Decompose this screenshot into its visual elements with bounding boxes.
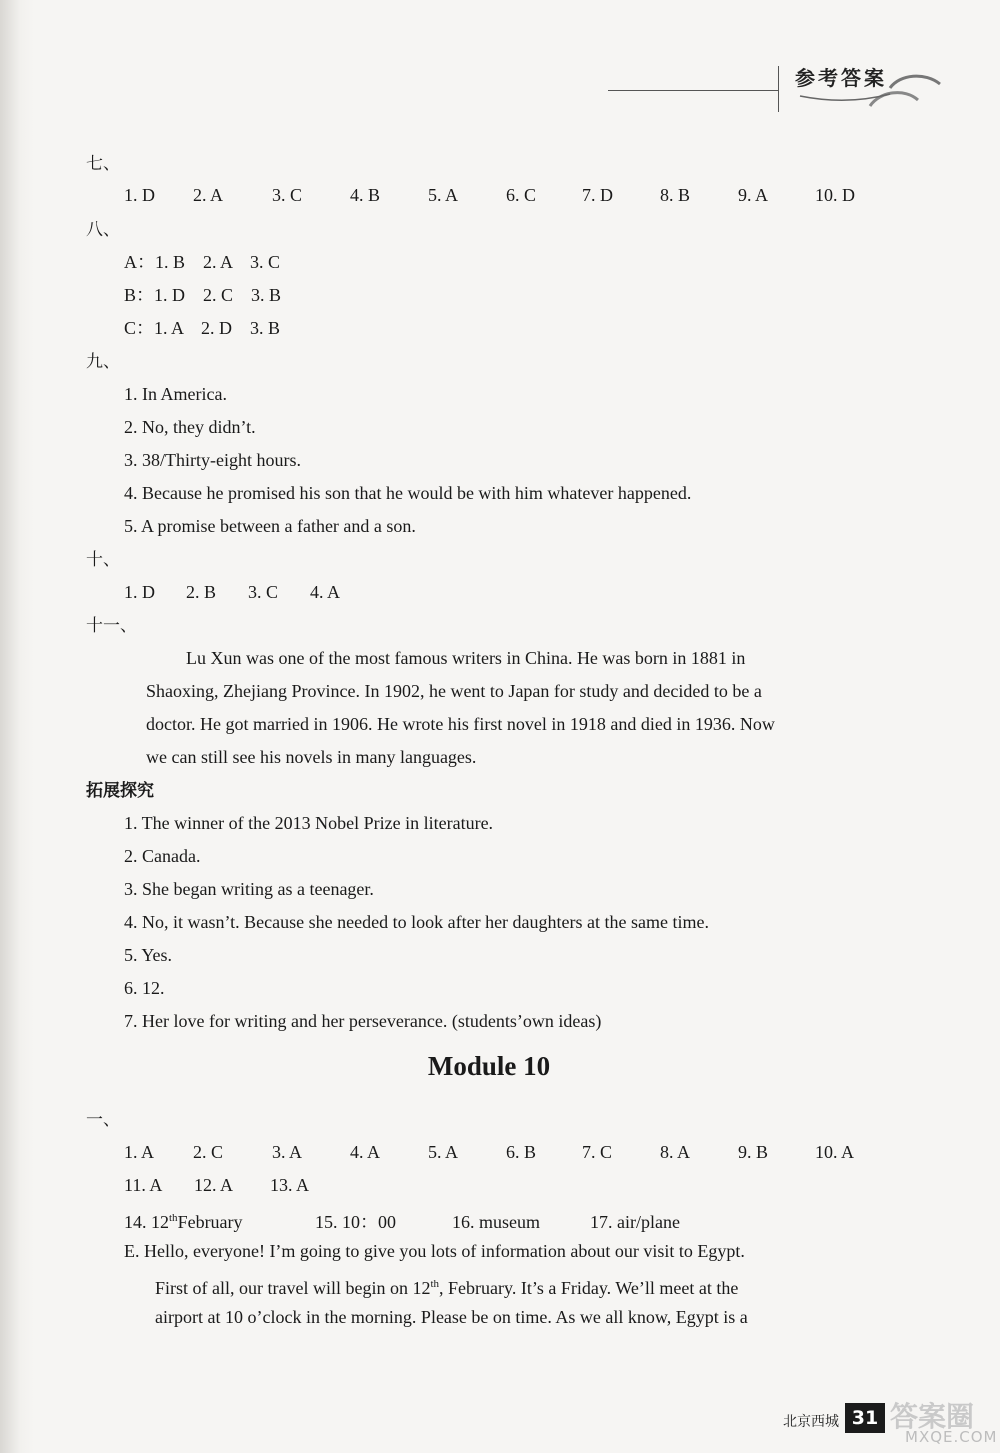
answer: 4. A	[350, 1142, 381, 1162]
explore-line: 2. Canada.	[124, 846, 201, 866]
answer: 5. A	[428, 185, 459, 205]
answer: 3. C	[272, 185, 303, 205]
section-9-line: 4. Because he promised his son that he would be with him whatever happened.	[124, 483, 692, 503]
header-title: 参考答案	[795, 66, 887, 90]
module-e-line: airport at 10 o’clock in the morning. Please be on time. As we all know, Egypt is a	[155, 1307, 748, 1327]
section-8-part-a: A：1. B 2. A 3. C	[124, 252, 281, 272]
answer: 9. A	[738, 185, 769, 205]
answer: 4. A	[310, 582, 341, 602]
header-rule	[608, 90, 778, 91]
answer: 10. A	[815, 1142, 855, 1162]
explore-line: 4. No, it wasn’t. Because she needed to look after her daughters at the same time.	[124, 912, 709, 932]
explore-line: 6. 12.	[124, 978, 165, 998]
answer: 1. D	[124, 582, 155, 602]
explore-section-label: 拓展探究	[86, 781, 154, 801]
section-9-line: 3. 38/Thirty-eight hours.	[124, 450, 301, 470]
section-8-label: 八、	[86, 220, 120, 240]
page-edge	[0, 0, 34, 1453]
module-title: Module 10	[427, 1051, 551, 1081]
answer: 13. A	[270, 1175, 310, 1195]
explore-line: 7. Her love for writing and her perseverance. (students’own ideas)	[124, 1011, 602, 1031]
answer: 1. D	[124, 185, 155, 205]
answer: 5. A	[428, 1142, 459, 1162]
answer: 8. B	[660, 185, 691, 205]
module-section-1-label: 一、	[86, 1110, 120, 1130]
section-10-label: 十、	[86, 550, 120, 570]
section-11-paragraph-line: Shaoxing, Zhejiang Province. In 1902, he went to Japan for study and decided to be a	[146, 681, 762, 701]
footer-text: 北京西城	[783, 1414, 839, 1430]
section-11-label: 十一、	[86, 616, 137, 636]
page-number: 31	[845, 1403, 885, 1433]
section-9-label: 九、	[86, 352, 120, 372]
section-8-part-b: B：1. D 2. C 3. B	[124, 285, 282, 305]
answer: 6. B	[506, 1142, 537, 1162]
section-7-label: 七、	[86, 154, 120, 174]
module-answers-row-1	[124, 1140, 854, 1164]
answer: 2. C	[193, 1142, 224, 1162]
module-e-line: First of all, our travel will begin on 12th, February. It’s a Friday. We’ll meet at the	[155, 1278, 739, 1298]
answer: 8. A	[660, 1142, 691, 1162]
watermark-url: MXQE.COM	[905, 1428, 998, 1446]
answer: 3. A	[272, 1142, 303, 1162]
section-11-paragraph-line: Lu Xun was one of the most famous writers in China. He was born in 1881 in	[186, 648, 746, 668]
section-9-line: 5. A promise between a father and a son.	[124, 516, 416, 536]
section-9-line: 1. In America.	[124, 384, 227, 404]
section-11-paragraph-line: we can still see his novels in many languages.	[146, 747, 477, 767]
answer: 7. D	[582, 185, 613, 205]
answer: 1. A	[124, 1142, 155, 1162]
answer: 7. C	[582, 1142, 613, 1162]
section-9-line: 2. No, they didn’t.	[124, 417, 256, 437]
answer-15: 15. 10：00	[315, 1212, 396, 1232]
answer: 2. A	[193, 185, 224, 205]
section-7-answers	[124, 183, 855, 207]
module-e-line: E. Hello, everyone! I’m going to give you lots of information about our visit to Egypt.	[124, 1241, 745, 1261]
answer: 3. C	[248, 582, 279, 602]
answer: 4. B	[350, 185, 381, 205]
answer: 2. B	[186, 582, 217, 602]
answer: 6. C	[506, 185, 537, 205]
explore-line: 1. The winner of the 2013 Nobel Prize in literature.	[124, 813, 494, 833]
section-11-paragraph-line: doctor. He got married in 1906. He wrote his first novel in 1918 and died in 1936. Now	[146, 714, 775, 734]
answer-16: 16. museum	[452, 1212, 540, 1232]
section-8-part-c: C：1. A 2. D 3. B	[124, 318, 281, 338]
module-answers-row-3	[124, 1206, 680, 1234]
section-10-answers	[124, 580, 340, 604]
module-answers-row-2	[124, 1173, 309, 1197]
answer: 11. A	[124, 1175, 163, 1195]
watermark-logo: 答案圈	[890, 1400, 975, 1433]
answer: 10. D	[815, 185, 855, 205]
explore-line: 3. She began writing as a teenager.	[124, 879, 374, 899]
answer-17: 17. air/plane	[590, 1212, 680, 1232]
explore-line: 5. Yes.	[124, 945, 173, 965]
answer: 9. B	[738, 1142, 769, 1162]
answer-14: 14. 12thFebruary	[124, 1212, 243, 1232]
header-divider	[778, 66, 779, 112]
answer: 12. A	[194, 1175, 234, 1195]
